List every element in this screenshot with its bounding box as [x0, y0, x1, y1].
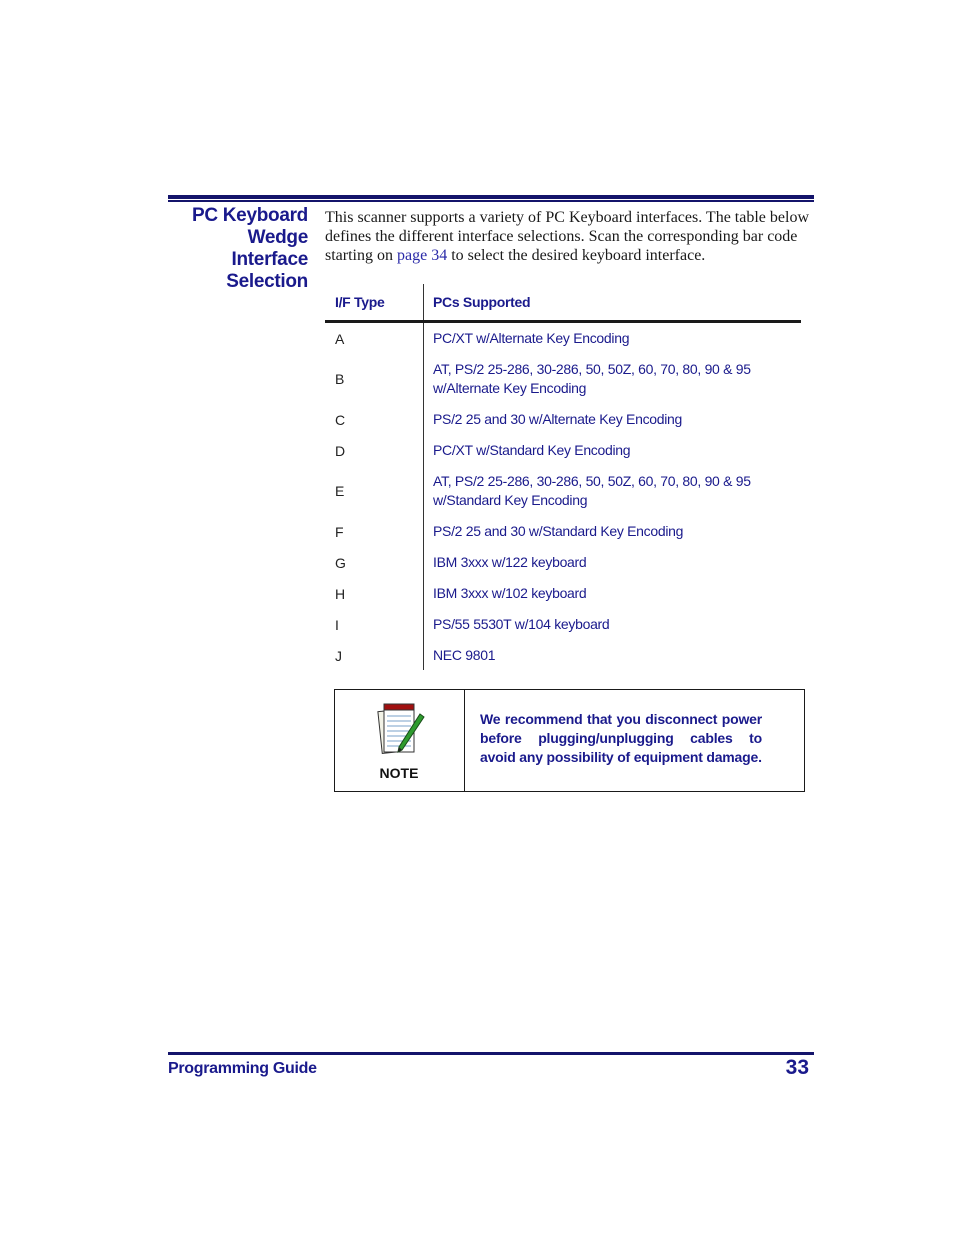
table-row — [325, 516, 801, 547]
notepad-pen-icon — [376, 702, 426, 760]
if-type-cell: D — [335, 442, 345, 459]
header-pcs-supported: PCs Supported — [433, 294, 531, 310]
pcs-cell: AT, PS/2 25-286, 30-286, 50, 50Z, 60, 70, 80, 90 & 95 w/Alternate Key Encoding — [433, 361, 751, 396]
table-row — [325, 609, 801, 640]
section-title-line: Interface — [231, 249, 308, 270]
pcs-cell: PC/XT w/Standard Key Encoding — [433, 442, 631, 458]
note-box — [334, 689, 805, 792]
if-type-cell: H — [335, 585, 345, 602]
pcs-cell: NEC 9801 — [433, 647, 496, 663]
if-type-cell: A — [335, 330, 345, 347]
if-type-cell: B — [335, 371, 345, 387]
if-type-cell: I — [335, 616, 339, 633]
table-row — [325, 466, 801, 516]
table-row — [325, 404, 801, 435]
note-text: We recommend that you disconnect power before plugging/unplugging cables to avoid any possibility of equipment damage. — [480, 711, 762, 765]
if-type-cell: J — [335, 647, 342, 664]
footer-guide-title: Programming Guide — [168, 1060, 317, 1077]
if-type-cell: C — [335, 411, 345, 428]
if-type-cell: G — [335, 554, 346, 571]
pcs-cell: AT, PS/2 25-286, 30-286, 50, 50Z, 60, 70, 80, 90 & 95 w/Standard Key Encoding — [433, 473, 751, 508]
pcs-cell: PC/XT w/Alternate Key Encoding — [433, 330, 630, 346]
table-row — [325, 323, 801, 354]
page-number: 33 — [785, 1056, 809, 1079]
pcs-cell: IBM 3xxx w/122 keyboard — [433, 554, 587, 570]
pcs-cell: IBM 3xxx w/102 keyboard — [433, 585, 587, 601]
note-icon-cell — [335, 690, 465, 791]
note-label: NOTE — [379, 765, 419, 781]
pcs-cell: PS/55 5530T w/104 keyboard — [433, 616, 610, 632]
page-link[interactable]: page 34 — [397, 247, 448, 264]
header-if-type: I/F Type — [335, 294, 385, 310]
interface-table — [325, 284, 801, 671]
footer-rule — [168, 1052, 814, 1055]
table-row — [325, 640, 801, 671]
table-row — [325, 547, 801, 578]
table-row — [325, 354, 801, 404]
table-header-row — [325, 284, 801, 323]
intro-paragraph — [325, 208, 815, 265]
section-title-line: PC Keyboard — [191, 205, 308, 226]
table-row — [325, 578, 801, 609]
section-title — [148, 205, 308, 293]
top-rule-thick — [168, 195, 814, 199]
if-type-cell: E — [335, 483, 345, 499]
pcs-cell: PS/2 25 and 30 w/Standard Key Encoding — [433, 523, 684, 539]
section-title-line: Wedge — [247, 227, 308, 248]
table-row — [325, 435, 801, 466]
intro-text-after: to select the desired keyboard interface. — [447, 247, 706, 264]
top-double-rule — [168, 195, 814, 202]
if-type-cell: F — [335, 523, 344, 540]
section-title-line: Selection — [226, 271, 308, 292]
intro-text-before: This scanner supports a variety of PC Keyboard interfaces. The table below defines the different interface selections. Scan the corresponding bar code starting on — [325, 209, 809, 264]
pcs-cell: PS/2 25 and 30 w/Alternate Key Encoding — [433, 411, 683, 427]
top-rule-thin — [168, 200, 814, 202]
